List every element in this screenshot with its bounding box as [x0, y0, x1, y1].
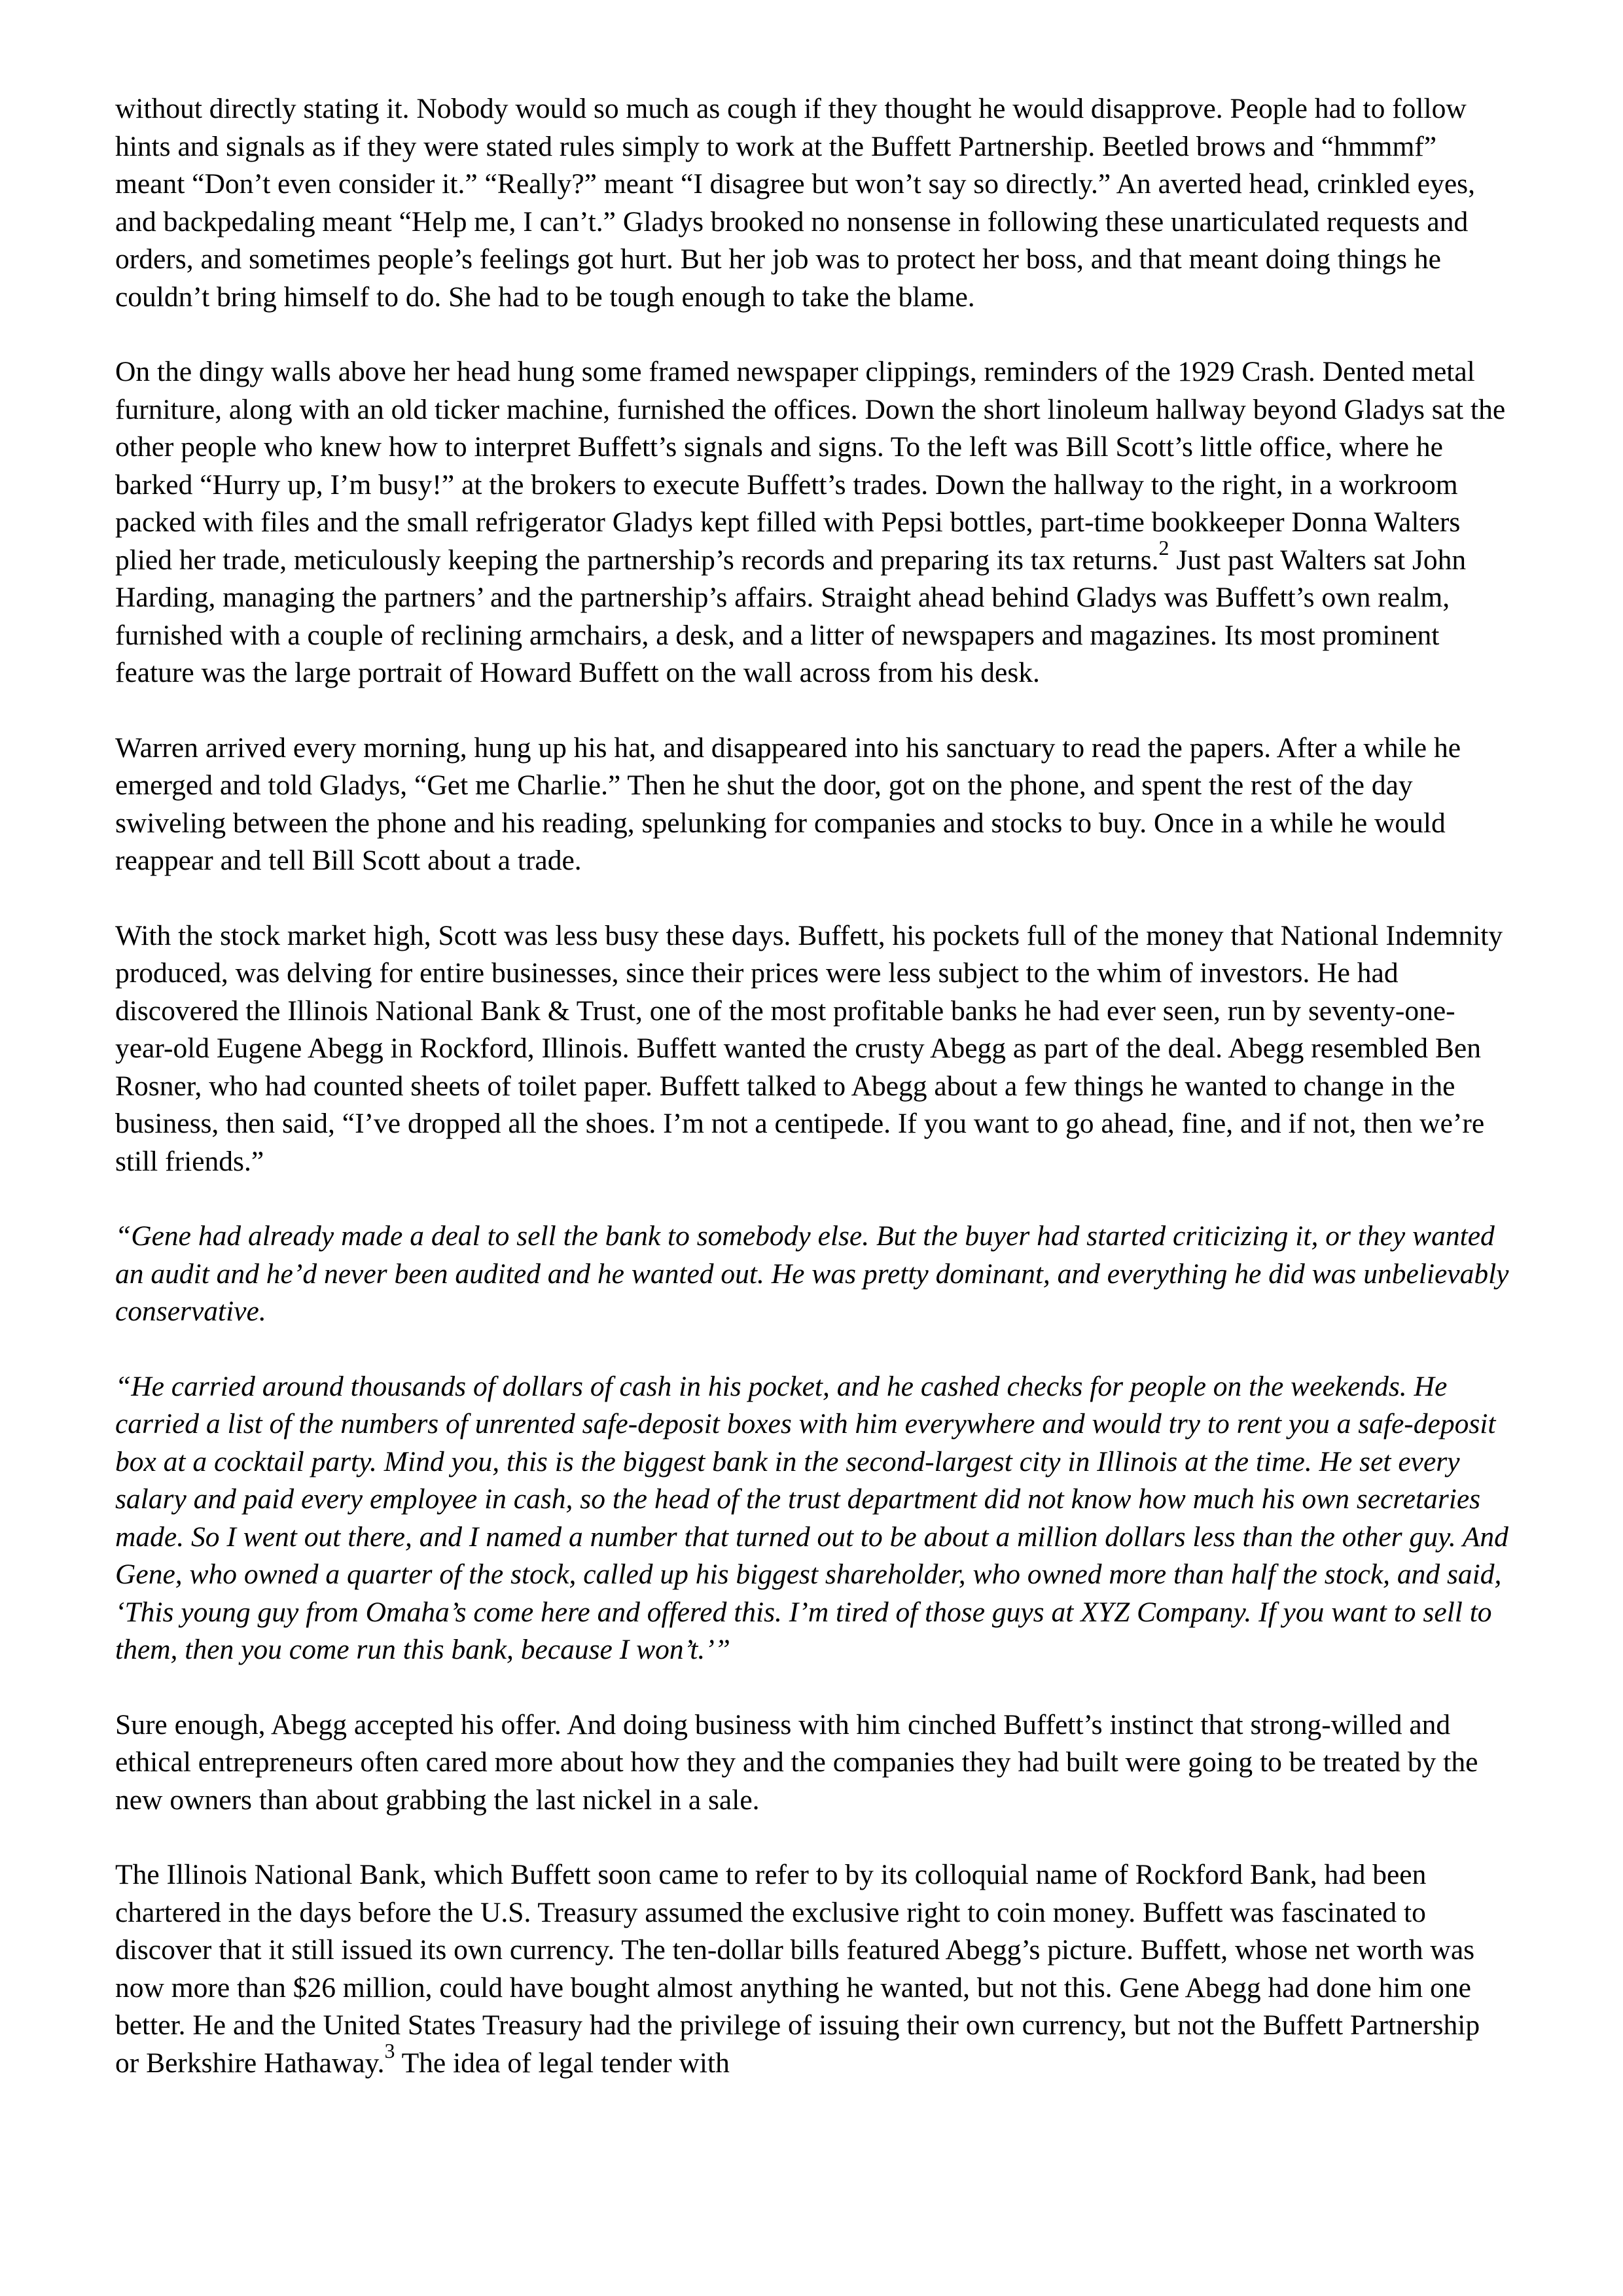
- quote-gene-cash: [115, 1368, 1509, 1669]
- paragraph-text: Just past Walters sat John Harding, managing the partners’ and the partnership’s affairs. Straight ahead behind Gladys was Buffett’s own realm, furnished with a couple of reclining armchairs, a desk, and a litter of newspapers and magazines. Its most prominent feature was the large portrait of Howard Buffett on the wall across from his desk.: [115, 544, 1467, 688]
- document-page: [115, 90, 1509, 2119]
- paragraph-rockford-currency: [115, 1856, 1509, 2082]
- paragraph-office-description: [115, 353, 1509, 692]
- quote-gene-deal: [115, 1218, 1509, 1331]
- paragraph-text: without directly stating it. Nobody would so much as cough if they thought he would disapprove. People had to follow hints and signals as if they were stated rules simply to work at the Buffett Partnership. Beetled brows and “hmmmf” meant “Don’t even consider it.” “Really?” meant “I disagree but won’t say so directly.” An averted head, crinkled eyes, and backpedaling meant “Help me, I can’t.” Gladys brooked no nonsense in following these unarticulated requests and orders, and sometimes people’s feelings got hurt. But her job was to protect her boss, and that meant doing things he couldn’t bring himself to do. She had to be tough enough to take the blame.: [115, 93, 1475, 313]
- paragraph-gladys-signals: [115, 90, 1509, 316]
- paragraph-text: On the dingy walls above her head hung some framed newspaper clippings, reminders of the 1929 Crash. Dented metal furniture, along with an old ticker machine, furnished the offices. Down the short linoleum hallway beyond Gladys sat the other people who knew how to interpret Buffett’s signals and signs. To the left was Bill Scott’s little office, where he barked “Hurry up, I’m busy!” at the brokers to execute Buffett’s trades. Down the hallway to the right, in a workroom packed with files and the small refrigerator Gladys kept filled with Pepsi bottles, part-time bookkeeper Donna Walters plied her trade, meticulously keeping the partnership’s records and preparing its tax returns.: [115, 356, 1506, 576]
- paragraph-text: With the stock market high, Scott was less busy these days. Buffett, his pockets full of the money that National Indemnity produced, was delving for entire businesses, since their prices were less subject to the whim of investors. He had discovered the Illinois National Bank & Trust, one of the most profitable banks he had ever seen, run by seventy-one-year-old Eugene Abegg in Rockford, Illinois. Buffett wanted the crusty Abegg as part of the deal. Abegg resembled Ben Rosner, who had counted sheets of toilet paper. Buffett talked to Abegg about a few things he wanted to change in the business, then said, “I’ve dropped all the shoes. I’m not a centipede. If you want to go ahead, fine, and if not, then we’re still friends.”: [115, 919, 1503, 1177]
- paragraph-text: The Illinois National Bank, which Buffett soon came to refer to by its colloquial name of Rockford Bank, had been chartered in the days before the U.S. Treasury assumed the exclusive right to coin money. Buffett was fascinated to discover that it still issued its own currency. The ten-dollar bills featured Abegg’s picture. Buffett, whose net worth was now more than $26 million, could have bought almost anything he wanted, but not this. Gene Abegg had done him one better. He and the United States Treasury had the privilege of issuing their own currency, but not the Buffett Partnership or Berkshire Hathaway.: [115, 1859, 1480, 2079]
- paragraph-abegg-accepted: [115, 1706, 1509, 1820]
- paragraph-warren-routine: [115, 730, 1509, 880]
- paragraph-text: The idea of legal tender with: [395, 2047, 730, 2079]
- quote-text: “He carried around thousands of dollars of cash in his pocket, and he cashed checks for people on the weekends. He carried a list of the numbers of unrented safe-deposit boxes with him everywhere and would try to rent you a safe-deposit box at a cocktail party. Mind you, this is the biggest bank in the second-largest city in Illinois at the time. He set every salary and paid every employee in cash, so the head of the trust department did not know how much his own secretaries made. So I went out there, and I named a number that turned out to be about a million dollars less than the other guy. And Gene, who owned a quarter of the stock, called up his biggest shareholder, who owned more than half the stock, and said, ‘This young guy from Omaha’s come here and offered this. I’m tired of those guys at XYZ Company. If you want to sell to them, then you come run this bank, because I won’t.’”: [115, 1370, 1508, 1665]
- paragraph-text: Sure enough, Abegg accepted his offer. And doing business with him cinched Buffett’s instinct that strong-willed and ethical entrepreneurs often cared more about how they and the companies they had built were going to be treated by the new owners than about grabbing the last nickel in a sale.: [115, 1708, 1478, 1816]
- footnote-marker[interactable]: 2: [1158, 536, 1169, 559]
- quote-text: “Gene had already made a deal to sell the bank to somebody else. But the buyer had started criticizing it, or they wanted an audit and he’d never been audited and he wanted out. He was pretty dominant, and everything he did was unbelievably conservative.: [115, 1220, 1509, 1327]
- footnote-marker[interactable]: 3: [384, 2039, 395, 2062]
- paragraph-illinois-bank: [115, 917, 1509, 1181]
- paragraph-text: Warren arrived every morning, hung up his hat, and disappeared into his sanctuary to read the papers. After a while he emerged and told Gladys, “Get me Charlie.” Then he shut the door, got on the phone, and spent the rest of the day swiveling between the phone and his reading, spelunking for companies and stocks to buy. Once in a while he would reappear and tell Bill Scott about a trade.: [115, 732, 1461, 876]
